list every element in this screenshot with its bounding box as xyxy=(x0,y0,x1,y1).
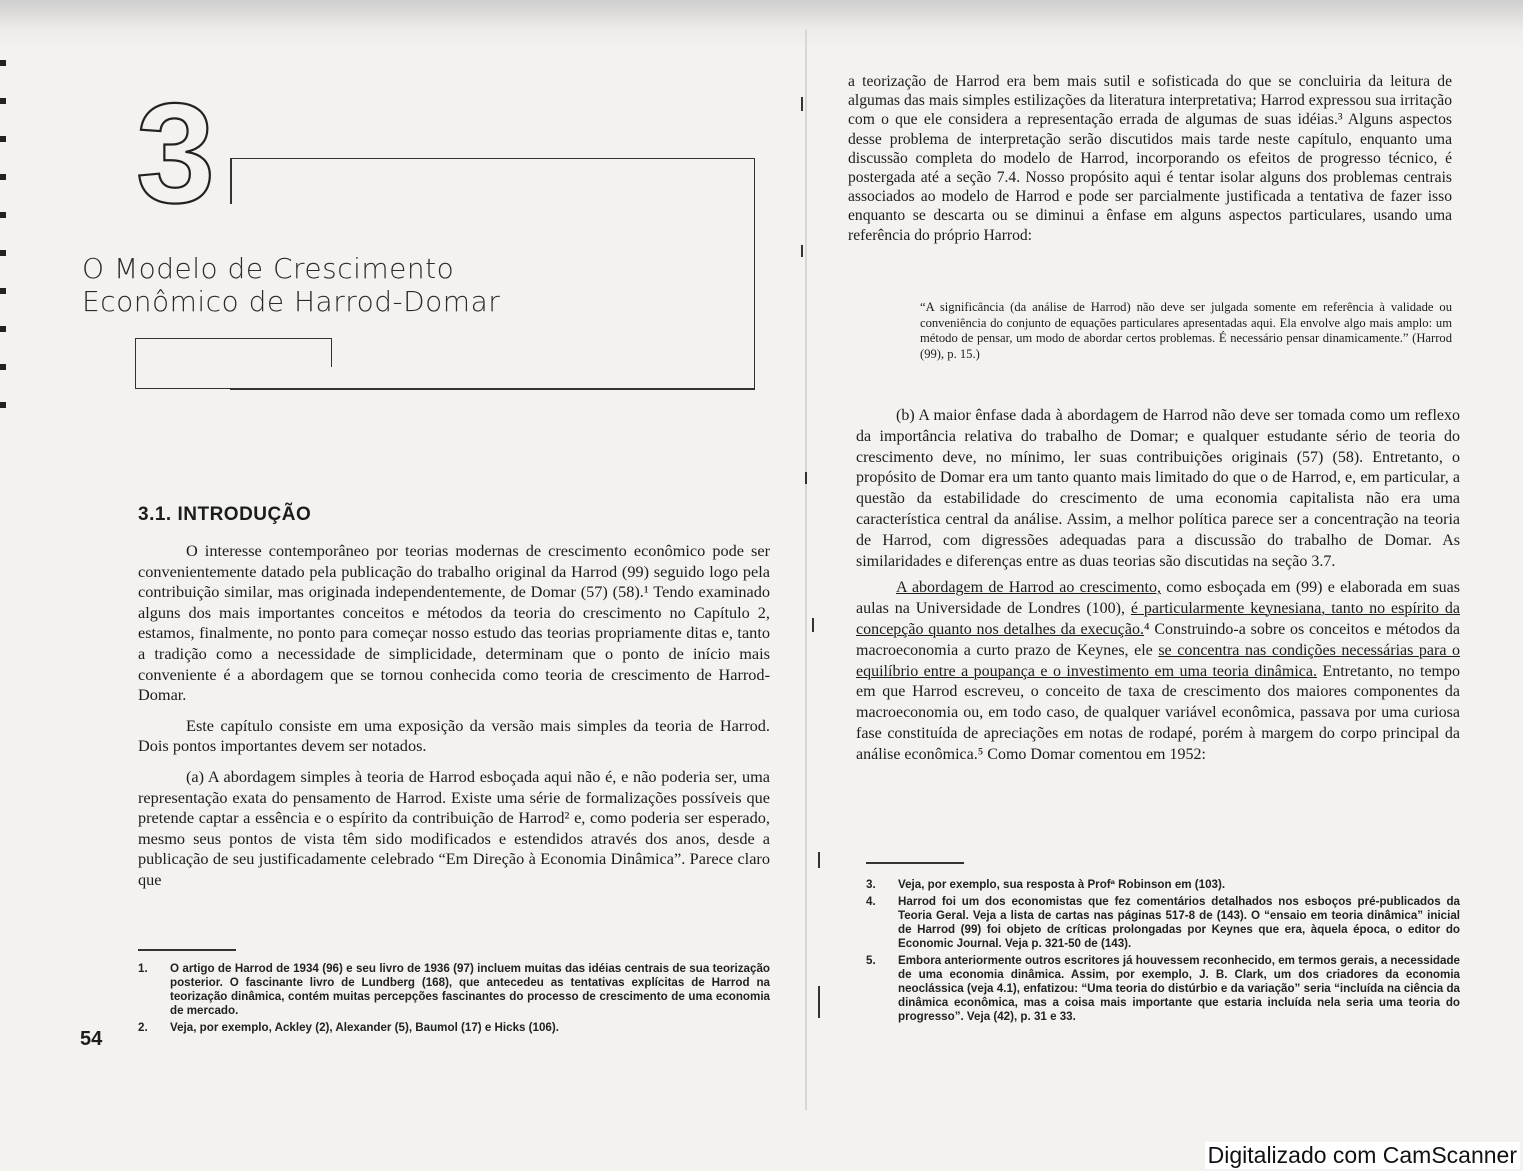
footnote-number: 1. xyxy=(138,962,148,975)
right-footnotes xyxy=(866,878,1460,1027)
left-body-text xyxy=(138,541,770,901)
footnote xyxy=(138,962,770,1018)
paragraph: a teorização de Harrod era bem mais sutil e sofisticada do que se concluiria da leitura de algumas das mais simples estilizações da literatura interpretativa; Harrod expressou sua irritação com o que ele considera a representação errada de algumas de suas idéias.³ Alguns aspectos desse problema de interpretação serão discutidos mais tarde neste capítulo, enquanto uma discussão completa do modelo de Harrod, incorporando os efeitos de progresso técnico, é postergada até a seção 7.4. Nosso propósito aqui é tentar isolar alguns dos problemas centrais associados ao modelo de Harrod e pode ser parcialmente justificada a tentativa de fazer isso enquanto se descarta ou se diminui a ênfase em alguns aspectos particulares, usando uma referência do próprio Harrod: xyxy=(848,73,1452,244)
paragraph xyxy=(856,578,1460,765)
gutter-mark xyxy=(818,852,820,868)
title-frame-bottom xyxy=(135,366,755,389)
page-edge-marks xyxy=(0,60,6,440)
right-body-text xyxy=(848,72,1452,245)
chapter-number-graphic xyxy=(132,90,212,220)
footnote xyxy=(866,878,1460,892)
paragraph: O interesse contemporâneo por teorias modernas de crescimento econômico pode ser convenientemente datado pela publicação do trabalho original da Harrod (99) seguido logo pela contribuição similar, mas originada independentemente, de Domar (57) (58).¹ Tendo examinado alguns dos mais importantes conceitos e métodos da teoria do crescimento no Capítulo 2, estamos, finalmente, no ponto para começar nosso estudo das teorias propriamente ditas e, tanto a tradição como a necessidade de simplicidade, determinam que o ponto de início mais conveniente é a abordagem que se tornou conhecida como teoria de crescimento de Harrod-Domar. xyxy=(138,541,770,705)
left-page xyxy=(60,60,780,1090)
section-heading: 3.1. INTRODUÇÃO xyxy=(138,504,312,525)
paragraph: Este capítulo consiste em uma exposição da versão mais simples da teoria de Harrod. Dois pontos importantes devem ser notados. xyxy=(138,715,770,756)
gutter-mark xyxy=(818,986,820,1018)
title-small-frame xyxy=(135,338,332,367)
paragraph: (b) A maior ênfase dada à abordagem de Harrod não deve ser tomada como um reflexo da importância relativa do trabalho de Domar; e qualquer estudante sério de teoria do crescimento deve, no mínimo, ler suas contribuições originais (57) (58). Entretanto, o propósito de Domar era um tanto quanto mais limitado do que o de Harrod, e, em particular, a questão da estabilidade do crescimento de uma economia capitalista não era uma característica central da análise. Assim, a melhor política parece ser a concentração na teoria de Harrod, com digressões adequadas para a discussão do trabalho de Domar. As similaridades e diferenças entre as duas teorias são discutidas na seção 3.7. xyxy=(856,407,1460,570)
right-body-text-2 xyxy=(856,406,1460,772)
footnote-text: Veja, por exemplo, Ackley (2), Alexander (5), Baumol (17) e Hicks (106). xyxy=(170,1021,559,1034)
footnote xyxy=(138,1021,770,1035)
footnote-text: Embora anteriormente outros escritores já houvessem reconhecido, em termos gerais, a necessidade de uma economia dinâmica. Assim, por exemplo, J. B. Clark, um dos criadores da economia neoclássica (veja 4.1), enfatizou: “Uma teoria do distúrbio e da variação” seria “incluída na ciência da dinâmica econômica, mas a coisa mais importante que estaria incluída nela seria uma teoria do progresso”. Veja (42), p. 31 e 33. xyxy=(898,954,1460,1023)
footnote-number: 5. xyxy=(866,954,876,967)
footnote-number: 2. xyxy=(138,1021,148,1034)
chapter-title xyxy=(82,252,702,318)
footnote-rule xyxy=(866,862,964,864)
gutter-mark xyxy=(801,245,803,257)
chapter-title-line: O Modelo de Crescimento xyxy=(82,252,455,285)
footnote xyxy=(866,954,1460,1024)
right-page xyxy=(840,60,1480,1090)
gutter-mark xyxy=(812,618,814,632)
paragraph-text: Entretanto, no tempo em que Harrod escreveu, o conceito de taxa de crescimento dos maiores componentes da macroeconomia ou, em todo caso, de qualquer variável econômica, passava por uma curiosa fase constituída de apreciações em notas de rodapé, porém à margem do corpo principal da análise econômica.⁵ Como Domar comentou em 1952: xyxy=(856,662,1460,763)
left-footnotes xyxy=(138,962,770,1038)
page-number: 54 xyxy=(80,1028,103,1050)
footnote-rule xyxy=(138,949,236,951)
gutter-mark xyxy=(805,472,807,484)
book-gutter xyxy=(805,30,807,1110)
scan-top-shadow xyxy=(0,0,1523,48)
paragraph-text: ⁴ Construindo-a sobre os conceitos e métodos da macroeconomia a curto prazo de Keynes, ele xyxy=(856,620,1461,659)
footnote-text: Harrod foi um dos economistas que fez comentários detalhados nos esboços pré-publicados da Teoria Geral. Veja a lista de cartas nas páginas 517-8 de (143). O “ensaio em teoria dinâmica” inicial de Harrod (99) foi objeto de críticas prolongadas por Keynes que era, àquela época, o editor do Economic Journal. Veja p. 321-50 de (143). xyxy=(898,895,1460,950)
title-frame-left-edge xyxy=(230,158,232,204)
gutter-mark xyxy=(801,97,803,111)
footnote-text: O artigo de Harrod de 1934 (96) e seu livro de 1936 (97) incluem muitas das idéias centrais de sua teorização posterior. O fascinante livro de Lundberg (168), que antecedeu as tentativas explícitas de Harrod na teorização dinâmica, contém muitas percepções fascinantes do processo de crescimento de uma economia de mercado. xyxy=(170,962,770,1017)
harrod-quote: “A significância (da análise de Harrod) não deve ser julgada somente em referência à validade ou conveniência do conjunto de equações particulares apresentadas aqui. Ela envolve algo mais amplo: um método de pensar, um modo de abordar certos problemas. É necessário pensar dinamicamente.” (Harrod (99), p. 15.) xyxy=(920,300,1452,361)
underlined-text: é particularmente keynesiana, tanto no espírito da concepção quanto nos detalhes da execução. xyxy=(856,600,1460,638)
footnote-number: 3. xyxy=(866,878,876,891)
paragraph: (a) A abordagem simples à teoria de Harrod esboçada aqui não é, e não poderia ser, uma representação exata do pensamento de Harrod. Existe uma série de formalizações possíveis que pretende captar a essência e o espírito da contribuição de Harrod² e, como poderia ser esperado, mesmo seus pontos de vista têm sido modificados e estendidos através dos anos, desde a publicação de seu justificadamente celebrado “Em Direção à Economia Dinâmica”. Parece claro que xyxy=(138,766,770,889)
chapter-title-line: Econômico de Harrod-Domar xyxy=(82,285,501,318)
footnote-text: Veja, por exemplo, sua resposta à Profª Robinson em (103). xyxy=(898,878,1226,891)
chapter-number-outline xyxy=(132,90,212,220)
scanner-watermark: Digitalizado com CamScanner xyxy=(1205,1142,1520,1169)
paragraph-text: como esboçada em (99) e elaborada em suas aulas na Universidade de Londres (100), xyxy=(856,579,1461,618)
footnote xyxy=(866,895,1460,951)
chapter-number: 3 xyxy=(136,90,212,220)
footnote-number: 4. xyxy=(866,895,876,908)
underlined-text: se concentra nas condições necessárias para o equilíbrio entre a poupança e o investimento em uma teoria dinâmica. xyxy=(856,641,1460,680)
underlined-text: A abordagem de Harrod ao crescimento, xyxy=(896,579,1161,597)
